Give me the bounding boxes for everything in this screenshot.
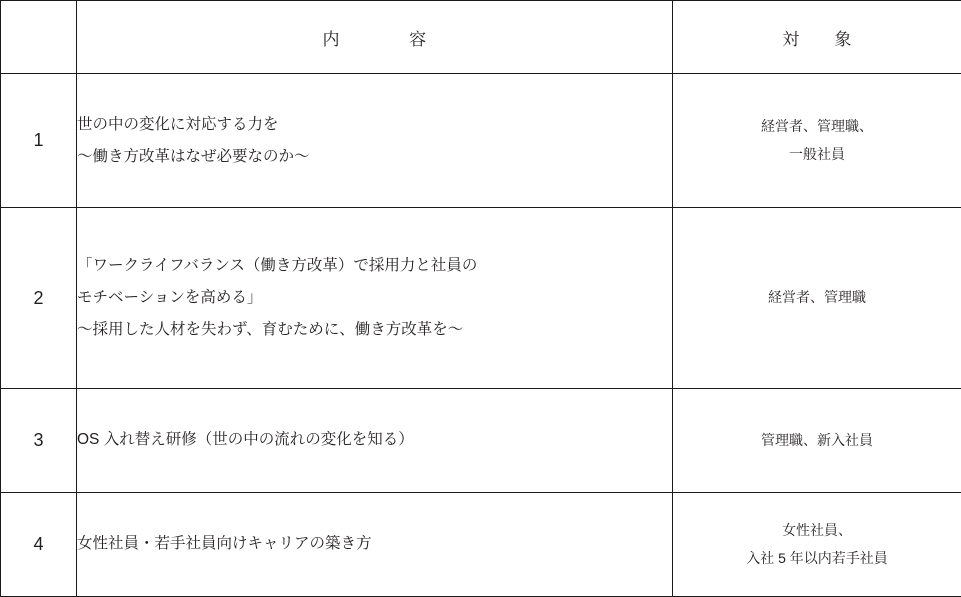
table-row	[1, 493, 961, 597]
table-row	[1, 74, 961, 208]
table-header-row	[1, 1, 961, 74]
content-line: 世の中の変化に対応する力を	[77, 109, 672, 141]
row-content	[77, 493, 673, 597]
content-line: モチベーションを高める」	[77, 282, 672, 314]
target-line: 管理職、新入社員	[673, 427, 961, 454]
header-cell-target: 対 象	[673, 1, 961, 74]
content-line: 女性社員・若手社員向けキャリアの築き方	[77, 532, 672, 557]
row-target	[673, 208, 961, 389]
header-cell-no	[1, 1, 77, 74]
row-content	[77, 74, 673, 208]
table-row	[1, 389, 961, 493]
row-content	[77, 389, 673, 493]
row-number: 2	[1, 208, 77, 389]
content-line: OS 入れ替え研修（世の中の流れの変化を知る）	[77, 428, 672, 453]
header-cell-content: 内 容	[77, 1, 673, 74]
row-target	[673, 493, 961, 597]
row-number: 4	[1, 493, 77, 597]
row-number: 1	[1, 74, 77, 208]
target-line: 入社 5 年以内若手社員	[673, 545, 961, 572]
target-line: 女性社員、	[673, 517, 961, 544]
content-line: 〜採用した人材を失わず、育むために、働き方改革を〜	[77, 314, 672, 346]
table-row	[1, 208, 961, 389]
row-content	[77, 208, 673, 389]
target-line: 経営者、管理職、	[673, 113, 961, 140]
target-line: 経営者、管理職	[673, 284, 961, 311]
row-number: 3	[1, 389, 77, 493]
content-line: 「ワークライフバランス（働き方改革）で採用力と社員の	[77, 250, 672, 282]
row-target	[673, 389, 961, 493]
row-target	[673, 74, 961, 208]
content-line: 〜働き方改革はなぜ必要なのか〜	[77, 141, 672, 173]
target-line: 一般社員	[673, 141, 961, 168]
